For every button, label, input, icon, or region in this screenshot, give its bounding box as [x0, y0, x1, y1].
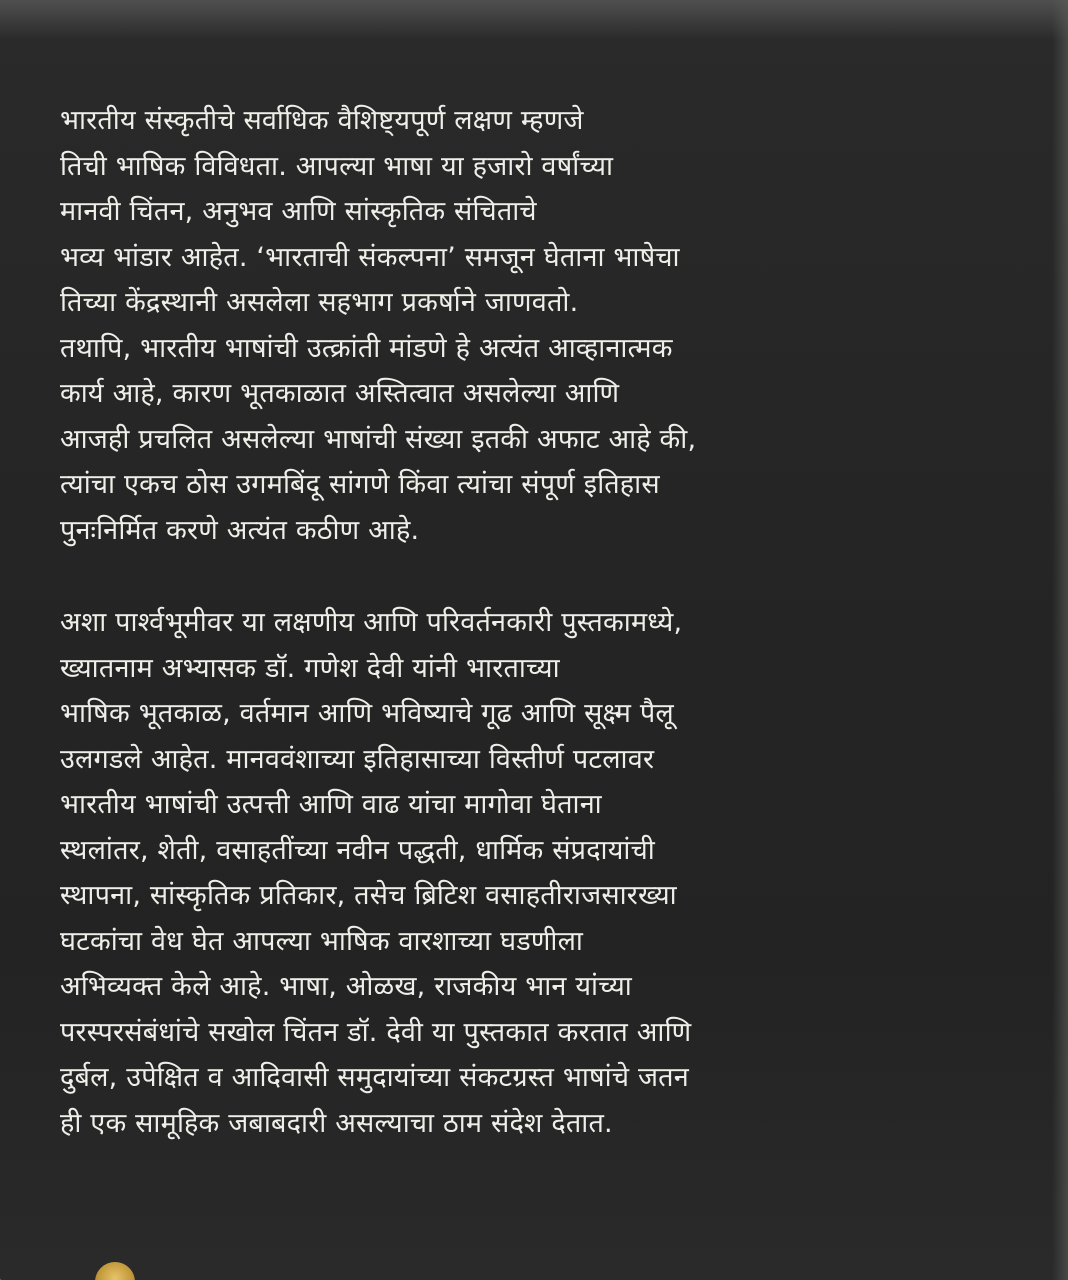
text-line: अभिव्यक्त केले आहे. भाषा, ओळख, राजकीय भान यांच्या — [60, 971, 632, 1002]
text-line: त्यांचा एकच ठोस उगमबिंदू सांगणे किंवा त्यांचा संपूर्ण इतिहास — [60, 469, 660, 500]
cover-top-sheen — [0, 0, 1068, 40]
text-line: अशा पार्श्वभूमीवर या लक्षणीय आणि परिवर्तनकारी पुस्तकामध्ये, — [60, 607, 683, 638]
text-line: भारतीय संस्कृतीचे सर्वाधिक वैशिष्ट्यपूर्ण लक्षण म्हणजे — [60, 105, 584, 136]
text-line: ख्यातनाम अभ्यासक डॉ. गणेश देवी यांनी भारताच्या — [60, 652, 560, 684]
text-line: स्थलांतर, शेती, वसाहतींच्या नवीन पद्धती, धार्मिक संप्रदायांची — [60, 834, 655, 866]
text-line: भारतीय भाषांची उत्पत्ती आणि वाढ यांचा मागोवा घेताना — [60, 789, 602, 820]
text-line: आजही प्रचलित असलेल्या भाषांची संख्या इतकी अफाट आहे की, — [60, 423, 697, 455]
text-line: दुर्बल, उपेक्षित व आदिवासी समुदायांच्या संकटग्रस्त भाषांचे जतन — [60, 1062, 689, 1093]
text-line: पुनःनिर्मित करणे अत्यंत कठीण आहे. — [60, 514, 420, 546]
text-line: मानवी चिंतन, अनुभव आणि सांस्कृतिक संचिताचे — [60, 196, 537, 227]
blurb-text — [60, 98, 1020, 1146]
text-line: भाषिक भूतकाळ, वर्तमान आणि भविष्याचे गूढ आणि सूक्ष्म पैलू — [60, 698, 674, 729]
text-line: परस्परसंबंधांचे सखोल चिंतन डॉ. देवी या पुस्तकात करतात आणि — [60, 1016, 692, 1048]
text-line: ही एक सामूहिक जबाबदारी असल्याचा ठाम संदेश देतात. — [60, 1107, 613, 1139]
text-line: तथापि, भारतीय भाषांची उत्क्रांती मांडणे हे अत्यंत आव्हानात्मक — [60, 332, 673, 364]
cover-right-edge — [1052, 0, 1068, 1280]
text-line: तिच्या केंद्रस्थानी असलेला सहभाग प्रकर्षाने जाणवतो. — [60, 287, 579, 318]
blurb-paragraph-2 — [60, 600, 1020, 1146]
text-line: तिची भाषिक विविधता. आपल्या भाषा या हजारो वर्षांच्या — [60, 150, 614, 182]
publisher-emblem-icon — [95, 1262, 135, 1280]
text-line: भव्य भांडार आहेत. ‘भारताची संकल्पना’ समजून घेताना भाषेचा — [60, 241, 680, 273]
text-line: घटकांचा वेध घेत आपल्या भाषिक वारशाच्या घडणीला — [60, 925, 584, 957]
text-line: स्थापना, सांस्कृतिक प्रतिकार, तसेच ब्रिटिश वसाहतीराजसारख्या — [60, 880, 677, 911]
text-line: कार्य आहे, कारण भूतकाळात अस्तित्वात असलेल्या आणि — [60, 378, 620, 409]
blurb-paragraph-1 — [60, 98, 1020, 553]
text-line: उलगडले आहेत. मानववंशाच्या इतिहासाच्या विस्तीर्ण पटलावर — [60, 743, 655, 775]
